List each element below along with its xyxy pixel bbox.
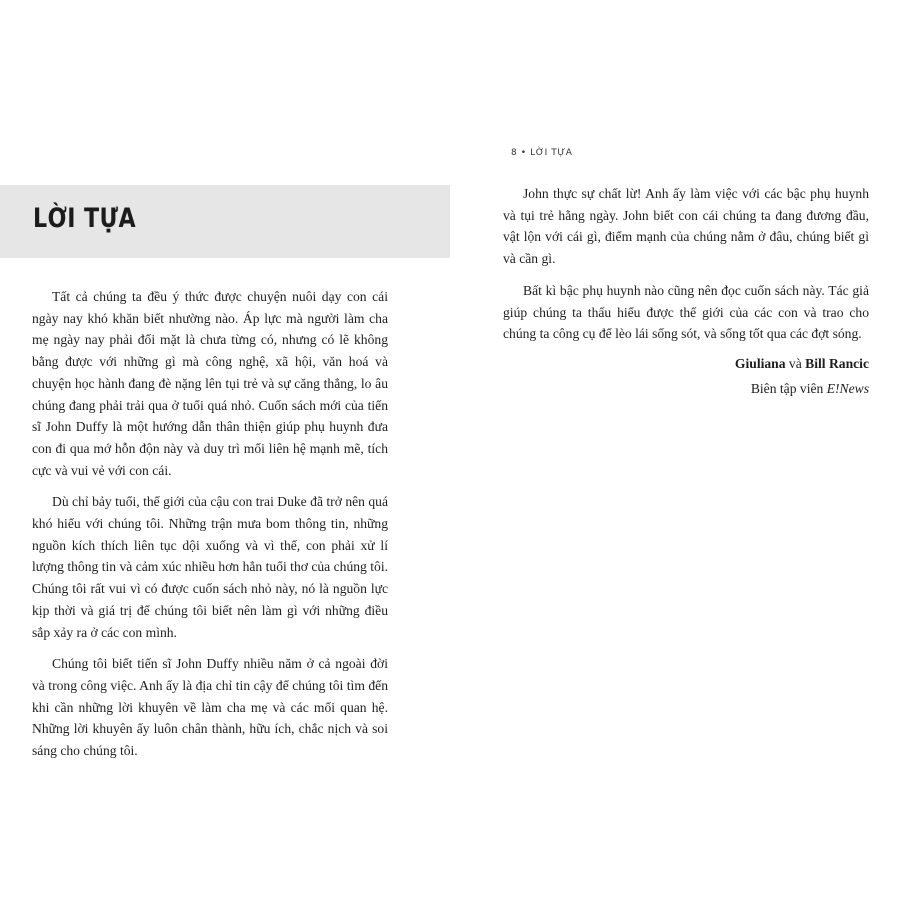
signature-name-1: Giuliana xyxy=(734,355,786,371)
body-paragraph: Dù chỉ bảy tuổi, thế giới của cậu con trai Duke đã trở nên quá khó hiểu với chúng tôi. Những trận mưa bom thông tin, những nguồn kích thích liên tục dội xuống và vì thế, con phải xử lí lượng thông tin và cảm xúc nhiều hơn hẳn tuổi thơ của chúng tôi. Chúng tôi rất vui vì có được cuốn sách nhỏ này, nó là nguồn lực kịp thời và giá trị để chúng tôi biết nên làm gì với những điều sắp xảy ra ở các con mình. xyxy=(32,494,388,640)
signature-names xyxy=(503,353,869,375)
signature-publication: E!News xyxy=(826,380,869,396)
body-paragraph: Chúng tôi biết tiến sĩ John Duffy nhiều năm ở cả ngoài đời và trong công việc. Anh ấy là địa chỉ tin cậy để chúng tôi tìm đến khi cần những lời khuyên về làm cha mẹ và các mối quan hệ. Những lời khuyên ấy luôn chân thành, hữu ích, chắc nịch và soi sáng cho chúng tôi. xyxy=(32,656,388,759)
signature-name-2: Bill Rancic xyxy=(805,355,869,371)
body-paragraph: John thực sự chất lừ! Anh ấy làm việc với các bậc phụ huynh và tụi trẻ hằng ngày. John biết con cái chúng ta đang đương đầu, vật lộn với cái gì, điểm mạnh của chúng nằm ở đâu, chúng biết gì và cần gì. xyxy=(503,186,869,267)
signature-role xyxy=(503,378,869,400)
body-paragraph: Bất kì bậc phụ huynh nào cũng nên đọc cuốn sách này. Tác giả giúp chúng ta thấu hiểu được thế giới của các con và trao cho chúng ta công cụ để lèo lái sống sót, và sống tốt qua các đợt sóng. xyxy=(503,282,869,342)
running-head: 8 • LỜI TỰA xyxy=(511,148,573,158)
left-page-body xyxy=(32,286,388,772)
chapter-title: LỜI TỰA xyxy=(33,203,136,234)
body-paragraph: Tất cả chúng ta đều ý thức được chuyện nuôi dạy con cái ngày nay khó khăn biết nhường nào. Áp lực mà người làm cha mẹ ngày nay phải đối mặt là chưa từng có, nhưng có lẽ không bằng được với những gì mà công nghệ, xã hội, văn hoá và chuyện học hành đang đè nặng lên tụi trẻ và sự căng thẳng, lo âu chúng đang phải trải qua ở tuổi quá nhỏ. Cuốn sách mới của tiến sĩ John Duffy là một hướng dẫn thân thiện giúp phụ huynh đưa con đi qua mớ hỗn độn này và duy trì mối liên hệ mạnh mẽ, tích cực và vui vẻ với con cái. xyxy=(32,289,388,478)
right-page-body xyxy=(503,183,869,399)
signature-role-prefix: Biên tập viên xyxy=(750,380,827,396)
signature-conjunction: và xyxy=(785,355,806,371)
right-page xyxy=(450,0,900,900)
